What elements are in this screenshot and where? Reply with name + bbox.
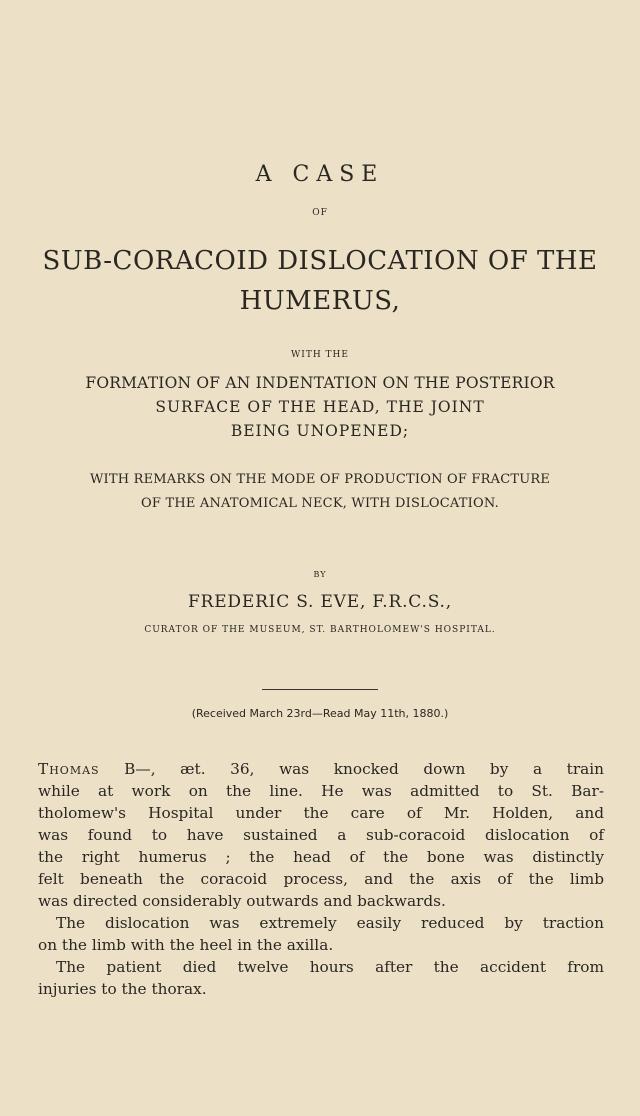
subtitle-line-3: BEING UNOPENED; [230,422,410,440]
paragraph-3-line-2: injuries to the thorax. [38,980,207,998]
heading-a-case: A CASE [255,162,385,187]
paragraph-1-line-4: was found to have sustained a sub-coracoid dislocation of [38,826,604,844]
received-note: (Received March 23rd—Read May 11th, 1880.) [191,707,449,720]
heading-of: OF [312,208,328,218]
paragraph-1-line-7: was directed considerably outwards and backwards. [38,892,446,910]
paragraph-1-line-5: the right humerus ; the head of the bone was distinctly [38,848,604,866]
remarks-line-1: WITH REMARKS ON THE MODE OF PRODUCTION OF FRACTURE [89,472,551,487]
heading-by: BY [313,570,327,579]
heading-with-the: WITH THE [291,350,349,360]
remarks-line-2: OF THE ANATOMICAL NECK, WITH DISLOCATION. [141,496,499,511]
title-line-2: HUMERUS, [239,286,401,316]
divider-rule [262,689,378,690]
subtitle-line-1: FORMATION OF AN INDENTATION ON THE POSTERIOR [85,374,555,392]
subtitle-line-2: SURFACE OF THE HEAD, THE JOINT [155,398,485,416]
title-line-1: SUB-CORACOID DISLOCATION OF THE [42,246,598,276]
paragraph-1-line-1-text: B—, æt. 36, was knocked down by a train [99,760,604,778]
paragraph-2-line-2: on the limb with the heel in the axilla. [38,936,334,954]
paragraph-1-line-1 [38,758,604,780]
paragraph-1-line-3: tholomew's Hospital under the care of Mr. Holden, and [38,804,604,822]
paragraph-3-line-1: The patient died twelve hours after the accident from [56,958,604,976]
paragraph-1-line-6: felt beneath the coracoid process, and the axis of the limb [38,870,604,888]
paragraph-2-line-1: The dislocation was extremely easily reduced by traction [56,914,604,932]
patient-name: Thomas [38,760,100,778]
paragraph-1-line-2: while at work on the line. He was admitted to St. Bar- [38,782,604,800]
author-name: FREDERIC S. EVE, F.R.C.S., [188,592,452,612]
body-text [38,758,604,1000]
author-affiliation: CURATOR OF THE MUSEUM, ST. BARTHOLOMEW'S HOSPITAL. [144,625,496,635]
